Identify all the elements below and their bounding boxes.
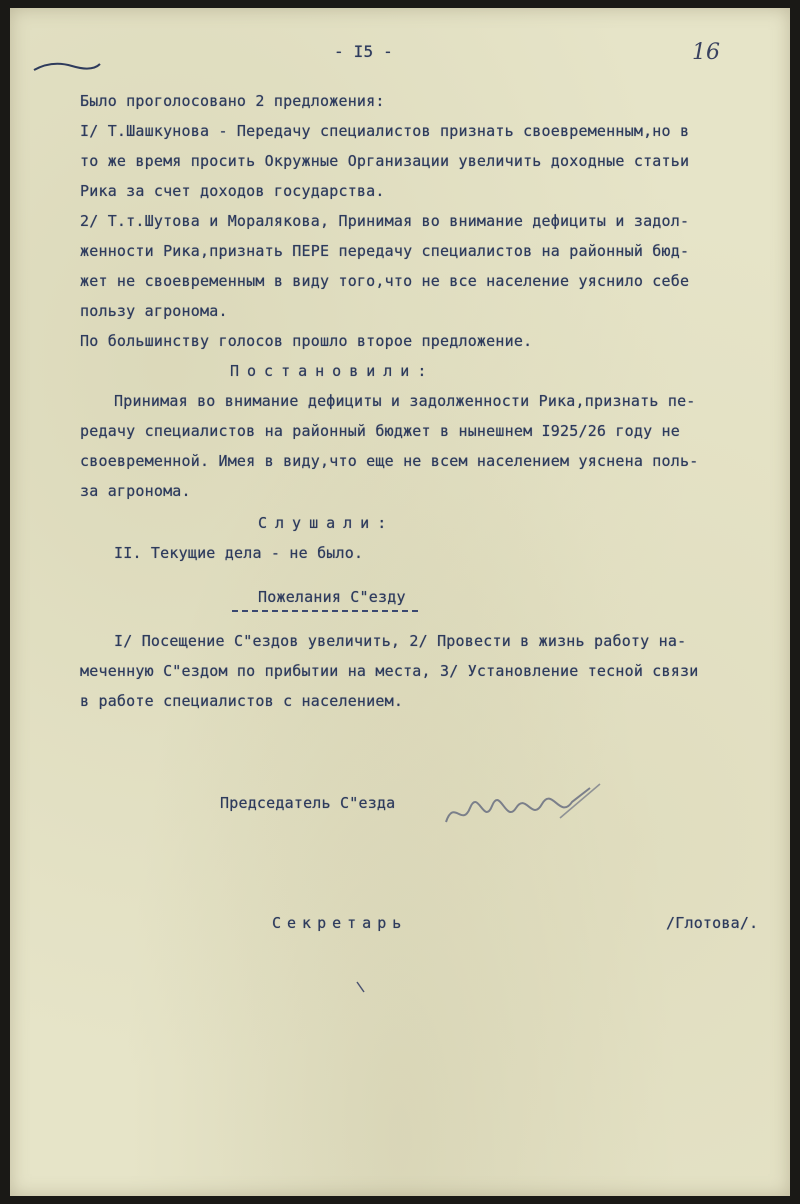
- wishes-line: в работе специалистов с населением.: [80, 692, 404, 710]
- body-line: женности Рика,признать ПЕРЕ передачу специалистов на районный бюд-: [80, 242, 690, 260]
- document-page: [10, 8, 790, 1196]
- resolution-line: Принимая во внимание дефициты и задолженности Рика,признать пе-: [114, 392, 696, 410]
- secretary-name: /Глотова/.: [666, 914, 759, 932]
- archive-number: 16: [692, 40, 720, 65]
- page-number: - I5 -: [334, 42, 393, 61]
- body-line: I/ Т.Шашкунова - Передачу специалистов признать своевременным,но в: [80, 122, 690, 140]
- body-line: Рика за счет доходов государства.: [80, 182, 385, 200]
- body-line: пользу агронома.: [80, 302, 228, 320]
- secretary-label: Секретарь: [272, 914, 408, 932]
- body-line: жет не своевременным в виду того,что не все население уяснило себе: [80, 272, 690, 290]
- resolution-line: своевременной. Имея в виду,что еще не всем населением уяснена поль-: [80, 452, 699, 470]
- body-line: По большинству голосов прошло второе предложение.: [80, 332, 533, 350]
- wishes-heading: Пожелания С"езду: [258, 588, 406, 606]
- body-line: Было проголосовано 2 предложения:: [80, 92, 385, 110]
- heard-heading: Слушали:: [258, 514, 395, 532]
- current-affairs: II. Текущие дела - не было.: [114, 544, 364, 562]
- wishes-line: меченную С"ездом по прибытии на места, 3/ Установление тесной связи: [80, 662, 699, 680]
- wishes-line: I/ Посещение С"ездов увеличить, 2/ Провести в жизнь работу на-: [114, 632, 687, 650]
- resolved-heading: Постановили:: [230, 362, 435, 380]
- wishes-underline: [232, 610, 418, 612]
- resolution-line: редачу специалистов на районный бюджет в нынешнем I925/26 году не: [80, 422, 680, 440]
- corner-mark: [32, 54, 102, 76]
- body-line: то же время просить Окружные Организации увеличить доходные статьи: [80, 152, 690, 170]
- chair-signature: [440, 778, 610, 838]
- resolution-line: за агронома.: [80, 482, 191, 500]
- chair-label: Председатель С"езда: [220, 794, 396, 812]
- body-line: 2/ Т.т.Шутова и Моралякова, Принимая во внимание дефициты и задол-: [80, 212, 690, 230]
- stray-mark: [354, 980, 368, 994]
